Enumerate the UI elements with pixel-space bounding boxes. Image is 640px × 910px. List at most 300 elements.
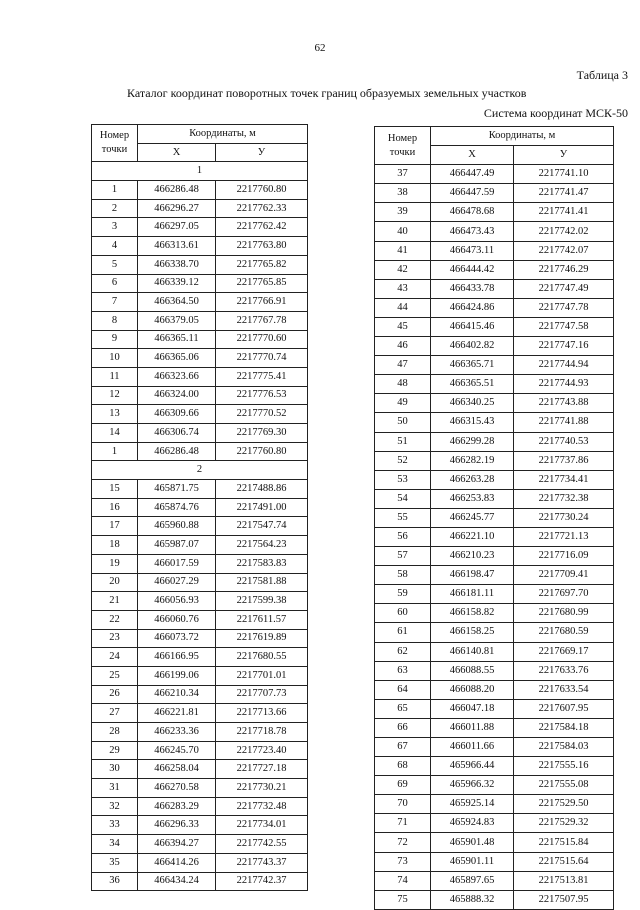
point-number-cell: 69: [375, 776, 431, 795]
table-row: [92, 311, 308, 330]
x-coordinate-cell: 466365.06: [138, 349, 216, 368]
x-coordinate-cell: 466017.59: [138, 554, 216, 573]
x-coordinate-cell: 466296.33: [138, 816, 216, 835]
x-coordinate-cell: 466198.47: [431, 566, 514, 585]
table-row: [92, 629, 308, 648]
point-number-cell: 5: [92, 255, 138, 274]
point-number-cell: 38: [375, 184, 431, 203]
x-coordinate-cell: 466313.61: [138, 237, 216, 256]
coordinates-table-left-body: [92, 162, 308, 891]
x-coordinate-cell: 466365.51: [431, 375, 514, 394]
table-row: [92, 723, 308, 742]
point-number-cell: 53: [375, 470, 431, 489]
table-row: [92, 779, 308, 798]
table-row: [92, 517, 308, 536]
point-number-cell: 22: [92, 610, 138, 629]
point-number-cell: 8: [92, 311, 138, 330]
y-coordinate-cell: 2217746.29: [514, 260, 614, 279]
y-coordinate-cell: 2217547.74: [216, 517, 308, 536]
y-coordinate-cell: 2217680.59: [514, 623, 614, 642]
table-row: [92, 760, 308, 779]
y-coordinate-cell: 2217747.78: [514, 298, 614, 317]
y-coordinate-cell: 2217513.81: [514, 871, 614, 890]
x-coordinate-cell: 465987.07: [138, 536, 216, 555]
x-coordinate-cell: 466060.76: [138, 610, 216, 629]
point-number-cell: 49: [375, 394, 431, 413]
point-number-header-line1: Номер: [99, 130, 130, 142]
point-number-cell: 62: [375, 642, 431, 661]
point-number-cell: 70: [375, 795, 431, 814]
x-coordinate-cell: 466286.48: [138, 442, 216, 461]
table-row: [375, 375, 614, 394]
table-row: [375, 279, 614, 298]
y-coordinate-cell: 2217742.07: [514, 241, 614, 260]
x-coordinate-cell: 466315.43: [431, 413, 514, 432]
table-row: [92, 872, 308, 891]
coordinates-table-right-body: [375, 165, 614, 910]
table-row: [92, 498, 308, 517]
x-coordinate-cell: 466297.05: [138, 218, 216, 237]
y-coordinate-cell: 2217584.18: [514, 718, 614, 737]
y-coordinate-cell: 2217680.99: [514, 604, 614, 623]
x-coordinate-cell: 466245.77: [431, 508, 514, 527]
point-number-cell: 51: [375, 432, 431, 451]
point-number-cell: 3: [92, 218, 138, 237]
x-coordinate-cell: 466011.88: [431, 718, 514, 737]
point-number-cell: 33: [92, 816, 138, 835]
coordinates-table-left: [91, 124, 308, 891]
coordinates-header: Координаты, м: [138, 125, 308, 144]
y-coordinate-cell: 2217742.02: [514, 222, 614, 241]
section-number: 2: [92, 461, 308, 480]
y-header: У: [514, 146, 614, 165]
table-row: [92, 797, 308, 816]
point-number-cell: 35: [92, 853, 138, 872]
table-row: [375, 680, 614, 699]
table-row: [92, 704, 308, 723]
y-coordinate-cell: 2217718.78: [216, 723, 308, 742]
point-number-cell: 31: [92, 779, 138, 798]
point-number-cell: 24: [92, 648, 138, 667]
table-row: [375, 260, 614, 279]
table-row: [375, 566, 614, 585]
y-coordinate-cell: 2217488.86: [216, 480, 308, 499]
point-number-cell: 43: [375, 279, 431, 298]
y-coordinate-cell: 2217669.17: [514, 642, 614, 661]
x-coordinate-cell: 466088.55: [431, 661, 514, 680]
x-coordinate-cell: 465888.32: [431, 890, 514, 909]
y-coordinate-cell: 2217747.58: [514, 317, 614, 336]
table-row: [92, 816, 308, 835]
y-coordinate-cell: 2217633.76: [514, 661, 614, 680]
y-coordinate-cell: 2217734.41: [514, 470, 614, 489]
x-coordinate-cell: 466306.74: [138, 424, 216, 443]
point-number-cell: 1: [92, 181, 138, 200]
point-number-cell: 57: [375, 547, 431, 566]
y-coordinate-cell: 2217741.10: [514, 165, 614, 184]
y-coordinate-cell: 2217555.08: [514, 776, 614, 795]
x-coordinate-cell: 466296.27: [138, 199, 216, 218]
table-row: [375, 623, 614, 642]
table-row: [375, 203, 614, 222]
point-number-cell: 74: [375, 871, 431, 890]
x-coordinate-cell: 466245.70: [138, 741, 216, 760]
point-number-header: [375, 127, 431, 165]
point-number-cell: 58: [375, 566, 431, 585]
point-number-cell: 47: [375, 356, 431, 375]
x-coordinate-cell: 466210.23: [431, 547, 514, 566]
table-row: [92, 442, 308, 461]
point-number-cell: 42: [375, 260, 431, 279]
table-row: [375, 604, 614, 623]
x-coordinate-cell: 466447.59: [431, 184, 514, 203]
x-coordinate-cell: 466270.58: [138, 779, 216, 798]
point-number-cell: 1: [92, 442, 138, 461]
point-number-cell: 27: [92, 704, 138, 723]
x-coordinate-cell: 466340.25: [431, 394, 514, 413]
table-row: [92, 554, 308, 573]
x-coordinate-cell: 465901.48: [431, 833, 514, 852]
x-coordinate-cell: 466415.46: [431, 317, 514, 336]
table-row: [375, 852, 614, 871]
table-row: [375, 413, 614, 432]
y-coordinate-cell: 2217762.33: [216, 199, 308, 218]
y-coordinate-cell: 2217515.84: [514, 833, 614, 852]
point-number-cell: 55: [375, 508, 431, 527]
x-coordinate-cell: 466365.11: [138, 330, 216, 349]
x-coordinate-cell: 465901.11: [431, 852, 514, 871]
y-coordinate-cell: 2217766.91: [216, 293, 308, 312]
point-number-cell: 67: [375, 738, 431, 757]
x-coordinate-cell: 466324.00: [138, 386, 216, 405]
point-number-cell: 13: [92, 405, 138, 424]
y-coordinate-cell: 2217727.18: [216, 760, 308, 779]
x-header: Х: [431, 146, 514, 165]
x-coordinate-cell: 466056.93: [138, 592, 216, 611]
x-coordinate-cell: 465924.83: [431, 814, 514, 833]
y-coordinate-cell: 2217741.41: [514, 203, 614, 222]
point-number-cell: 25: [92, 666, 138, 685]
x-coordinate-cell: 466433.78: [431, 279, 514, 298]
x-coordinate-cell: 466253.83: [431, 489, 514, 508]
x-coordinate-cell: 466088.20: [431, 680, 514, 699]
document-title: Каталог координат поворотных точек границ образуемых земельных участков: [127, 86, 527, 100]
table-row: [375, 337, 614, 356]
y-coordinate-cell: 2217742.37: [216, 872, 308, 891]
x-coordinate-cell: 466158.25: [431, 623, 514, 642]
x-coordinate-cell: 466282.19: [431, 451, 514, 470]
y-coordinate-cell: 2217701.01: [216, 666, 308, 685]
table-row: [375, 871, 614, 890]
y-coordinate-cell: 2217611.57: [216, 610, 308, 629]
point-number-cell: 60: [375, 604, 431, 623]
point-number-cell: 15: [92, 480, 138, 499]
y-coordinate-cell: 2217529.50: [514, 795, 614, 814]
point-number-cell: 7: [92, 293, 138, 312]
y-coordinate-cell: 2217709.41: [514, 566, 614, 585]
x-coordinate-cell: 466027.29: [138, 573, 216, 592]
y-coordinate-cell: 2217732.48: [216, 797, 308, 816]
y-coordinate-cell: 2217555.16: [514, 757, 614, 776]
y-coordinate-cell: 2217584.03: [514, 738, 614, 757]
x-coordinate-cell: 466447.49: [431, 165, 514, 184]
x-coordinate-cell: 466073.72: [138, 629, 216, 648]
point-number-cell: 50: [375, 413, 431, 432]
y-coordinate-cell: 2217741.88: [514, 413, 614, 432]
y-coordinate-cell: 2217744.94: [514, 356, 614, 375]
table-row: [375, 165, 614, 184]
y-coordinate-cell: 2217765.85: [216, 274, 308, 293]
x-coordinate-cell: 465966.32: [431, 776, 514, 795]
table-row: [92, 237, 308, 256]
point-number-cell: 65: [375, 699, 431, 718]
x-coordinate-cell: 466263.28: [431, 470, 514, 489]
y-coordinate-cell: 2217737.86: [514, 451, 614, 470]
y-coordinate-cell: 2217767.78: [216, 311, 308, 330]
point-number-cell: 66: [375, 718, 431, 737]
table-row: [92, 592, 308, 611]
point-number-cell: 10: [92, 349, 138, 368]
x-coordinate-cell: 466199.06: [138, 666, 216, 685]
table-row: [375, 757, 614, 776]
x-coordinate-cell: 465966.44: [431, 757, 514, 776]
y-coordinate-cell: 2217730.21: [216, 779, 308, 798]
table-row: [375, 795, 614, 814]
x-coordinate-cell: 466323.66: [138, 367, 216, 386]
point-number-cell: 19: [92, 554, 138, 573]
y-coordinate-cell: 2217583.83: [216, 554, 308, 573]
y-coordinate-cell: 2217775.41: [216, 367, 308, 386]
table-row: [375, 298, 614, 317]
table-row: [92, 666, 308, 685]
y-coordinate-cell: 2217713.66: [216, 704, 308, 723]
y-coordinate-cell: 2217507.95: [514, 890, 614, 909]
table-row: [375, 547, 614, 566]
table-row: [375, 451, 614, 470]
x-coordinate-cell: 466140.81: [431, 642, 514, 661]
point-number-cell: 73: [375, 852, 431, 871]
x-coordinate-cell: 466011.66: [431, 738, 514, 757]
section-row: [92, 162, 308, 181]
point-number-cell: 11: [92, 367, 138, 386]
table-row: [375, 661, 614, 680]
table-row: [375, 833, 614, 852]
point-number-cell: 23: [92, 629, 138, 648]
table-row: [375, 776, 614, 795]
x-coordinate-cell: 466210.34: [138, 685, 216, 704]
point-number-cell: 32: [92, 797, 138, 816]
point-number-cell: 46: [375, 337, 431, 356]
table-row: [375, 317, 614, 336]
x-coordinate-cell: 466283.29: [138, 797, 216, 816]
table-row: [375, 432, 614, 451]
table-row: [375, 184, 614, 203]
table-row: [92, 330, 308, 349]
table-row: [375, 222, 614, 241]
x-coordinate-cell: 466299.28: [431, 432, 514, 451]
table-row: [375, 394, 614, 413]
table-row: [375, 699, 614, 718]
point-number-cell: 28: [92, 723, 138, 742]
y-header: У: [216, 143, 308, 162]
y-coordinate-cell: 2217741.47: [514, 184, 614, 203]
table-row: [92, 386, 308, 405]
x-coordinate-cell: 466379.05: [138, 311, 216, 330]
y-coordinate-cell: 2217763.80: [216, 237, 308, 256]
x-coordinate-cell: 466394.27: [138, 835, 216, 854]
point-number-cell: 68: [375, 757, 431, 776]
table-row: [92, 255, 308, 274]
x-coordinate-cell: 466233.36: [138, 723, 216, 742]
table-row: [92, 741, 308, 760]
table-row: [92, 835, 308, 854]
x-coordinate-cell: 466221.10: [431, 527, 514, 546]
point-number-cell: 63: [375, 661, 431, 680]
x-coordinate-cell: 466364.50: [138, 293, 216, 312]
x-coordinate-cell: 466221.81: [138, 704, 216, 723]
x-coordinate-cell: 466309.66: [138, 405, 216, 424]
point-number-cell: 6: [92, 274, 138, 293]
x-coordinate-cell: 465874.76: [138, 498, 216, 517]
section-number: 1: [92, 162, 308, 181]
table-row: [92, 573, 308, 592]
y-coordinate-cell: 2217744.93: [514, 375, 614, 394]
point-number-cell: 30: [92, 760, 138, 779]
coordinates-header: Координаты, м: [431, 127, 614, 146]
table-row: [92, 293, 308, 312]
x-coordinate-cell: 466258.04: [138, 760, 216, 779]
x-coordinate-cell: 466478.68: [431, 203, 514, 222]
y-coordinate-cell: 2217723.40: [216, 741, 308, 760]
coordinate-system-label: Система координат МСК-50: [483, 106, 628, 120]
table-row: [92, 199, 308, 218]
y-coordinate-cell: 2217721.13: [514, 527, 614, 546]
x-coordinate-cell: 466424.86: [431, 298, 514, 317]
table-row: [375, 508, 614, 527]
point-number-cell: 54: [375, 489, 431, 508]
y-coordinate-cell: 2217769.30: [216, 424, 308, 443]
y-coordinate-cell: 2217765.82: [216, 255, 308, 274]
y-coordinate-cell: 2217599.38: [216, 592, 308, 611]
y-coordinate-cell: 2217770.52: [216, 405, 308, 424]
point-number-cell: 16: [92, 498, 138, 517]
point-number-cell: 21: [92, 592, 138, 611]
y-coordinate-cell: 2217529.32: [514, 814, 614, 833]
x-coordinate-cell: 466365.71: [431, 356, 514, 375]
x-coordinate-cell: 465897.65: [431, 871, 514, 890]
table-row: [92, 536, 308, 555]
table-row: [92, 367, 308, 386]
table-row: [92, 405, 308, 424]
y-coordinate-cell: 2217770.74: [216, 349, 308, 368]
point-number-header-line2: точки: [389, 146, 416, 158]
y-coordinate-cell: 2217564.23: [216, 536, 308, 555]
y-coordinate-cell: 2217707.73: [216, 685, 308, 704]
point-number-cell: 52: [375, 451, 431, 470]
point-number-cell: 40: [375, 222, 431, 241]
y-coordinate-cell: 2217743.37: [216, 853, 308, 872]
table-row: [92, 853, 308, 872]
y-coordinate-cell: 2217619.89: [216, 629, 308, 648]
table-row: [375, 241, 614, 260]
point-number-cell: 48: [375, 375, 431, 394]
y-coordinate-cell: 2217760.80: [216, 181, 308, 200]
y-coordinate-cell: 2217732.38: [514, 489, 614, 508]
table-row: [375, 890, 614, 909]
point-number-cell: 20: [92, 573, 138, 592]
x-coordinate-cell: 466414.26: [138, 853, 216, 872]
table-row: [92, 648, 308, 667]
y-coordinate-cell: 2217716.09: [514, 547, 614, 566]
point-number-cell: 45: [375, 317, 431, 336]
point-number-cell: 34: [92, 835, 138, 854]
y-coordinate-cell: 2217742.55: [216, 835, 308, 854]
y-coordinate-cell: 2217730.24: [514, 508, 614, 527]
point-number-cell: 18: [92, 536, 138, 555]
table-row: [375, 738, 614, 757]
table-row: [375, 814, 614, 833]
y-coordinate-cell: 2217515.64: [514, 852, 614, 871]
x-coordinate-cell: 465960.88: [138, 517, 216, 536]
x-header: Х: [138, 143, 216, 162]
table-row: [92, 424, 308, 443]
table-row: [92, 181, 308, 200]
y-coordinate-cell: 2217740.53: [514, 432, 614, 451]
point-number-cell: 17: [92, 517, 138, 536]
page-number: 62: [314, 42, 326, 54]
point-number-cell: 71: [375, 814, 431, 833]
point-number-cell: 37: [375, 165, 431, 184]
y-coordinate-cell: 2217762.42: [216, 218, 308, 237]
y-coordinate-cell: 2217770.60: [216, 330, 308, 349]
coordinates-table-right: [374, 126, 614, 910]
point-number-cell: 61: [375, 623, 431, 642]
y-coordinate-cell: 2217581.88: [216, 573, 308, 592]
point-number-cell: 39: [375, 203, 431, 222]
point-number-cell: 72: [375, 833, 431, 852]
point-number-cell: 14: [92, 424, 138, 443]
table-row: [375, 527, 614, 546]
point-number-cell: 75: [375, 890, 431, 909]
table-row: [92, 610, 308, 629]
y-coordinate-cell: 2217633.54: [514, 680, 614, 699]
point-number-cell: 29: [92, 741, 138, 760]
table-row: [375, 356, 614, 375]
y-coordinate-cell: 2217747.49: [514, 279, 614, 298]
x-coordinate-cell: 465925.14: [431, 795, 514, 814]
section-row: [92, 461, 308, 480]
point-number-header-line2: точки: [101, 144, 128, 156]
x-coordinate-cell: 466434.24: [138, 872, 216, 891]
point-number-cell: 41: [375, 241, 431, 260]
table-row: [375, 642, 614, 661]
y-coordinate-cell: 2217760.80: [216, 442, 308, 461]
table-row: [92, 480, 308, 499]
point-number-cell: 56: [375, 527, 431, 546]
table-row: [92, 274, 308, 293]
x-coordinate-cell: 466166.95: [138, 648, 216, 667]
x-coordinate-cell: 466047.18: [431, 699, 514, 718]
point-number-cell: 59: [375, 585, 431, 604]
table-label: Таблица 3: [576, 68, 628, 82]
table-row: [375, 718, 614, 737]
y-coordinate-cell: 2217776.53: [216, 386, 308, 405]
point-number-cell: 4: [92, 237, 138, 256]
point-number-header-line1: Номер: [387, 132, 418, 144]
table-row: [92, 218, 308, 237]
y-coordinate-cell: 2217607.95: [514, 699, 614, 718]
x-coordinate-cell: 466402.82: [431, 337, 514, 356]
